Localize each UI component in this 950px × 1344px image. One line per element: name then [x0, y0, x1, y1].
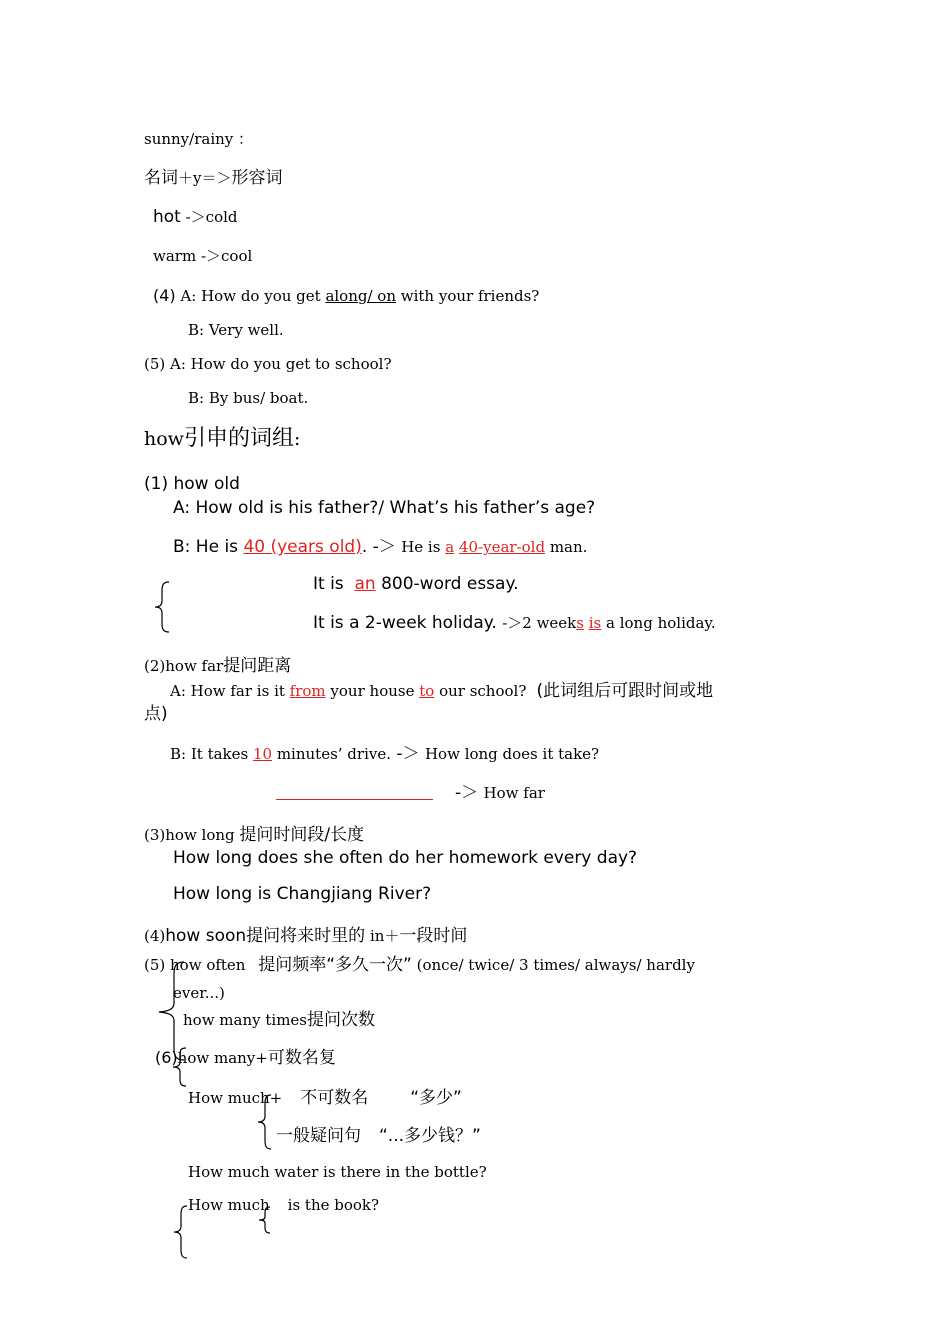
item-how-much-price: 一般疑问句 “...多少钱？” — [276, 1126, 481, 1146]
line-changjiang-river: How long is Changjiang River? — [173, 884, 432, 904]
line-40-years-old: B: He is 40 (years old). -＞ He is a 40-year-old man. — [173, 537, 588, 557]
line-by-bus: B: By bus/ boat. — [188, 389, 309, 407]
item-how-old: (1) how old — [144, 474, 240, 494]
item-how-far: (2)how far提问距离 — [144, 656, 292, 676]
item-how-soon: (4)how soon提问将来时里的 in＋一段时间 — [144, 926, 468, 946]
line-how-far-note-end: 点) — [144, 704, 168, 724]
item-how-much-uncountable: How much+ 不可数名 “多少” — [188, 1088, 462, 1108]
answer-blank-line — [276, 799, 433, 800]
brace-left-1 — [154, 581, 174, 633]
line-very-well: B: Very well. — [188, 321, 284, 339]
line-noun-y-adj: 名词＋y＝＞形容词 — [144, 168, 283, 188]
line-how-much-book: How much is the book? — [188, 1196, 380, 1214]
line-get-to-school: (5) A: How do you get to school? — [144, 355, 392, 373]
line-homework-every-day: How long does she often do her homework every day? — [173, 848, 638, 868]
item-how-many-times: how many times提问次数 — [183, 1010, 375, 1030]
line-800-word-essay: It is an 800-word essay. — [313, 574, 519, 594]
line-hot-cold: hot -＞cold — [153, 207, 238, 227]
line-get-along: (4) A: How do you get along/ on with your friends? — [153, 286, 540, 305]
line-10-minutes-drive: B: It takes 10 minutes’ drive. -＞ How long does it take? — [170, 744, 600, 764]
heading-how-phrases: how引申的词组: — [144, 426, 301, 451]
line-2-week-holiday: It is a 2-week holiday. -＞2 weeks is a long holiday. — [313, 613, 716, 633]
item-how-long: (3)how long 提问时间段/长度 — [144, 825, 365, 845]
item-how-often: (5) how often 提问频率“多久一次” (once/ twice/ 3 times/ always/ hardly — [144, 955, 695, 975]
line-how-often-end: ever...) — [173, 984, 225, 1002]
line-how-old-father: A: How old is his father?/ What’s his father’s age? — [173, 498, 596, 518]
line-how-far-school: A: How far is it from your house to our school? (此词组后可跟时间或地 — [170, 681, 714, 701]
item-how-many: (6)how many+可数名复 — [155, 1048, 336, 1068]
line-how-far-answer: -＞ How far — [455, 783, 545, 803]
line-sunny-rainy: sunny/rainy ： — [144, 130, 254, 148]
line-warm-cool: warm -＞cool — [153, 247, 253, 265]
line-how-much-water: How much water is there in the bottle? — [188, 1163, 487, 1181]
